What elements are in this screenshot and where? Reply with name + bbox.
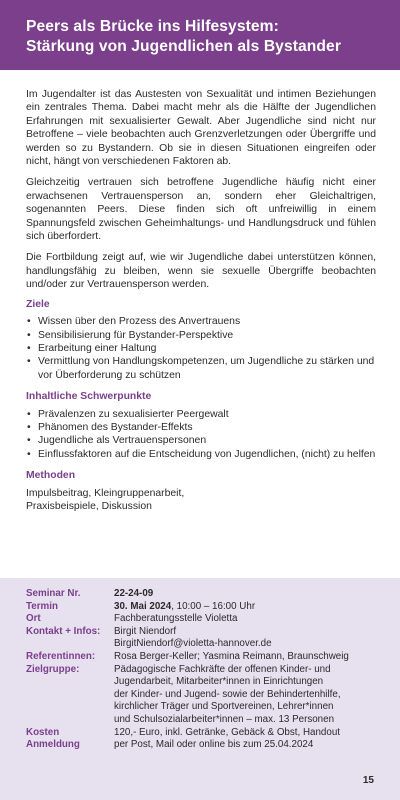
- page-header: [0, 0, 400, 70]
- title-line-1: Peers als Brücke ins Hilfesystem:: [26, 18, 279, 35]
- kontakt-name: Birgit Niendorf: [114, 625, 177, 637]
- page-number: 15: [362, 775, 374, 786]
- schwerpunkte-list: [26, 408, 376, 462]
- info-row-referentinnen: [26, 651, 378, 664]
- info-table: [26, 588, 378, 752]
- info-row-seminar: [26, 588, 378, 601]
- seminar-number: 22-24-09: [114, 588, 154, 599]
- list-item: • Vermittlung von Handlungskompetenzen, um Jugendliche zu stärken und vor Überforderung zu schützen: [26, 355, 376, 382]
- methoden-line-2: Praxisbeispiele, Diskussion: [26, 500, 152, 512]
- ziele-list: [26, 315, 376, 382]
- kontakt-email[interactable]: BirgitNiendorf@violetta-hannover.de: [114, 638, 272, 650]
- intro-paragraph-1: Im Jugendalter ist das Austesten von Sexualität und intimen Beziehungen ein zentrales Thema. Dabei macht mehr als die Hälfte der Jugendlichen Erfahrungen mit sexualisierter Gewalt. Aber Jugendliche sind nicht nur Betroffene – viele beobachten auch Grenzverletzungen oder Übergriffe und werden so zu Bystandern. Ob sie in diesen Situationen eingreifen oder nicht, hängt von verschiedenen Faktoren ab.: [26, 89, 376, 168]
- ort-value: Fachberatungsstelle Violetta: [114, 613, 238, 625]
- info-box: [0, 578, 400, 800]
- info-label: Ort: [26, 613, 41, 625]
- kosten-value: 120,- Euro, inkl. Getränke, Gebäck & Obst, Handout: [114, 726, 340, 738]
- zielgruppe-line: und Schulsozialarbeiter*innen – max. 13 Personen: [114, 713, 335, 725]
- info-label: Kontakt + Infos:: [26, 625, 101, 637]
- section-title-ziele: Ziele: [26, 298, 50, 310]
- list-item: • Wissen über den Prozess des Anvertrauens: [26, 315, 376, 328]
- section-title-schwerpunkte: Inhaltliche Schwerpunkte: [26, 391, 152, 403]
- info-label: Referentinnen:: [26, 650, 96, 662]
- referentinnen-value: Rosa Berger-Keller; Yasmina Reimann, Braunschweig: [114, 650, 349, 662]
- main-content: [26, 88, 376, 513]
- zielgruppe-line: kirchlicher Träger und Sportvereinen, Lehrer*innen: [114, 701, 334, 713]
- info-row-ort: [26, 613, 378, 626]
- zielgruppe-value: [114, 664, 378, 727]
- info-label: Seminar Nr.: [26, 588, 81, 599]
- list-item: • Sensibilisierung für Bystander-Perspektive: [26, 329, 376, 342]
- list-item: • Erarbeitung einer Haltung: [26, 342, 376, 355]
- info-row-anmeldung: [26, 739, 378, 752]
- info-row-termin: [26, 601, 378, 614]
- termin-date: 30. Mai 2024: [114, 600, 172, 612]
- list-item: • Prävalenzen zu sexualisierter Peergewalt: [26, 408, 376, 421]
- anmeldung-value: per Post, Mail oder online bis zum 25.04.2024: [114, 739, 314, 751]
- info-row-zielgruppe: [26, 664, 378, 727]
- zielgruppe-line: der Kinder- und Jugend- sowie der Behindertenhilfe,: [114, 688, 341, 700]
- info-label: Kosten: [26, 726, 60, 738]
- info-row-kosten: [26, 727, 378, 740]
- zielgruppe-line: Pädagogische Fachkräfte der offenen Kinder- und: [114, 663, 331, 675]
- section-title-methoden: Methoden: [26, 470, 76, 482]
- kontakt-value: [114, 626, 378, 651]
- intro-paragraph-2: Gleichzeitig vertrauen sich betroffene Jugendliche häufig nicht einer erwachsenen Vertrauensperson an, sondern eher Gleichaltrigen, sogenannten Peers. Diese finden sich oft unfreiwillig in einem Spannungsfeld zwischen Geheimhaltungs- und Handlungsdruck und fühlen sich überfordert.: [26, 177, 376, 243]
- info-label: Termin: [26, 600, 58, 612]
- page-title: [26, 17, 374, 57]
- info-label: Zielgruppe:: [26, 663, 80, 675]
- info-label: Anmeldung: [26, 739, 80, 751]
- list-item: • Einflussfaktoren auf die Entscheidung von Jugendlichen, (nicht) zu helfen: [26, 448, 376, 461]
- title-line-2: Stärkung von Jugendlichen als Bystander: [26, 38, 341, 55]
- info-row-kontakt: [26, 626, 378, 651]
- intro-paragraph-3: Die Fortbildung zeigt auf, wie wir Jugendliche dabei unterstützen können, handlungsfähig zu bleiben, wenn sie sexuelle Übergriffe beobachten und/oder zur Vertrauensperson werden.: [26, 252, 376, 291]
- termin-value: [114, 601, 378, 614]
- termin-time: , 10:00 – 16:00 Uhr: [171, 600, 256, 612]
- list-item: • Jugendliche als Vertrauenspersonen: [26, 434, 376, 447]
- zielgruppe-line: Jugendarbeit, Mitarbeiter*innen in Einrichtungen: [114, 676, 324, 688]
- methoden-line-1: Impulsbeitrag, Kleingruppenarbeit,: [26, 487, 185, 499]
- list-item: • Phänomen des Bystander-Effekts: [26, 421, 376, 434]
